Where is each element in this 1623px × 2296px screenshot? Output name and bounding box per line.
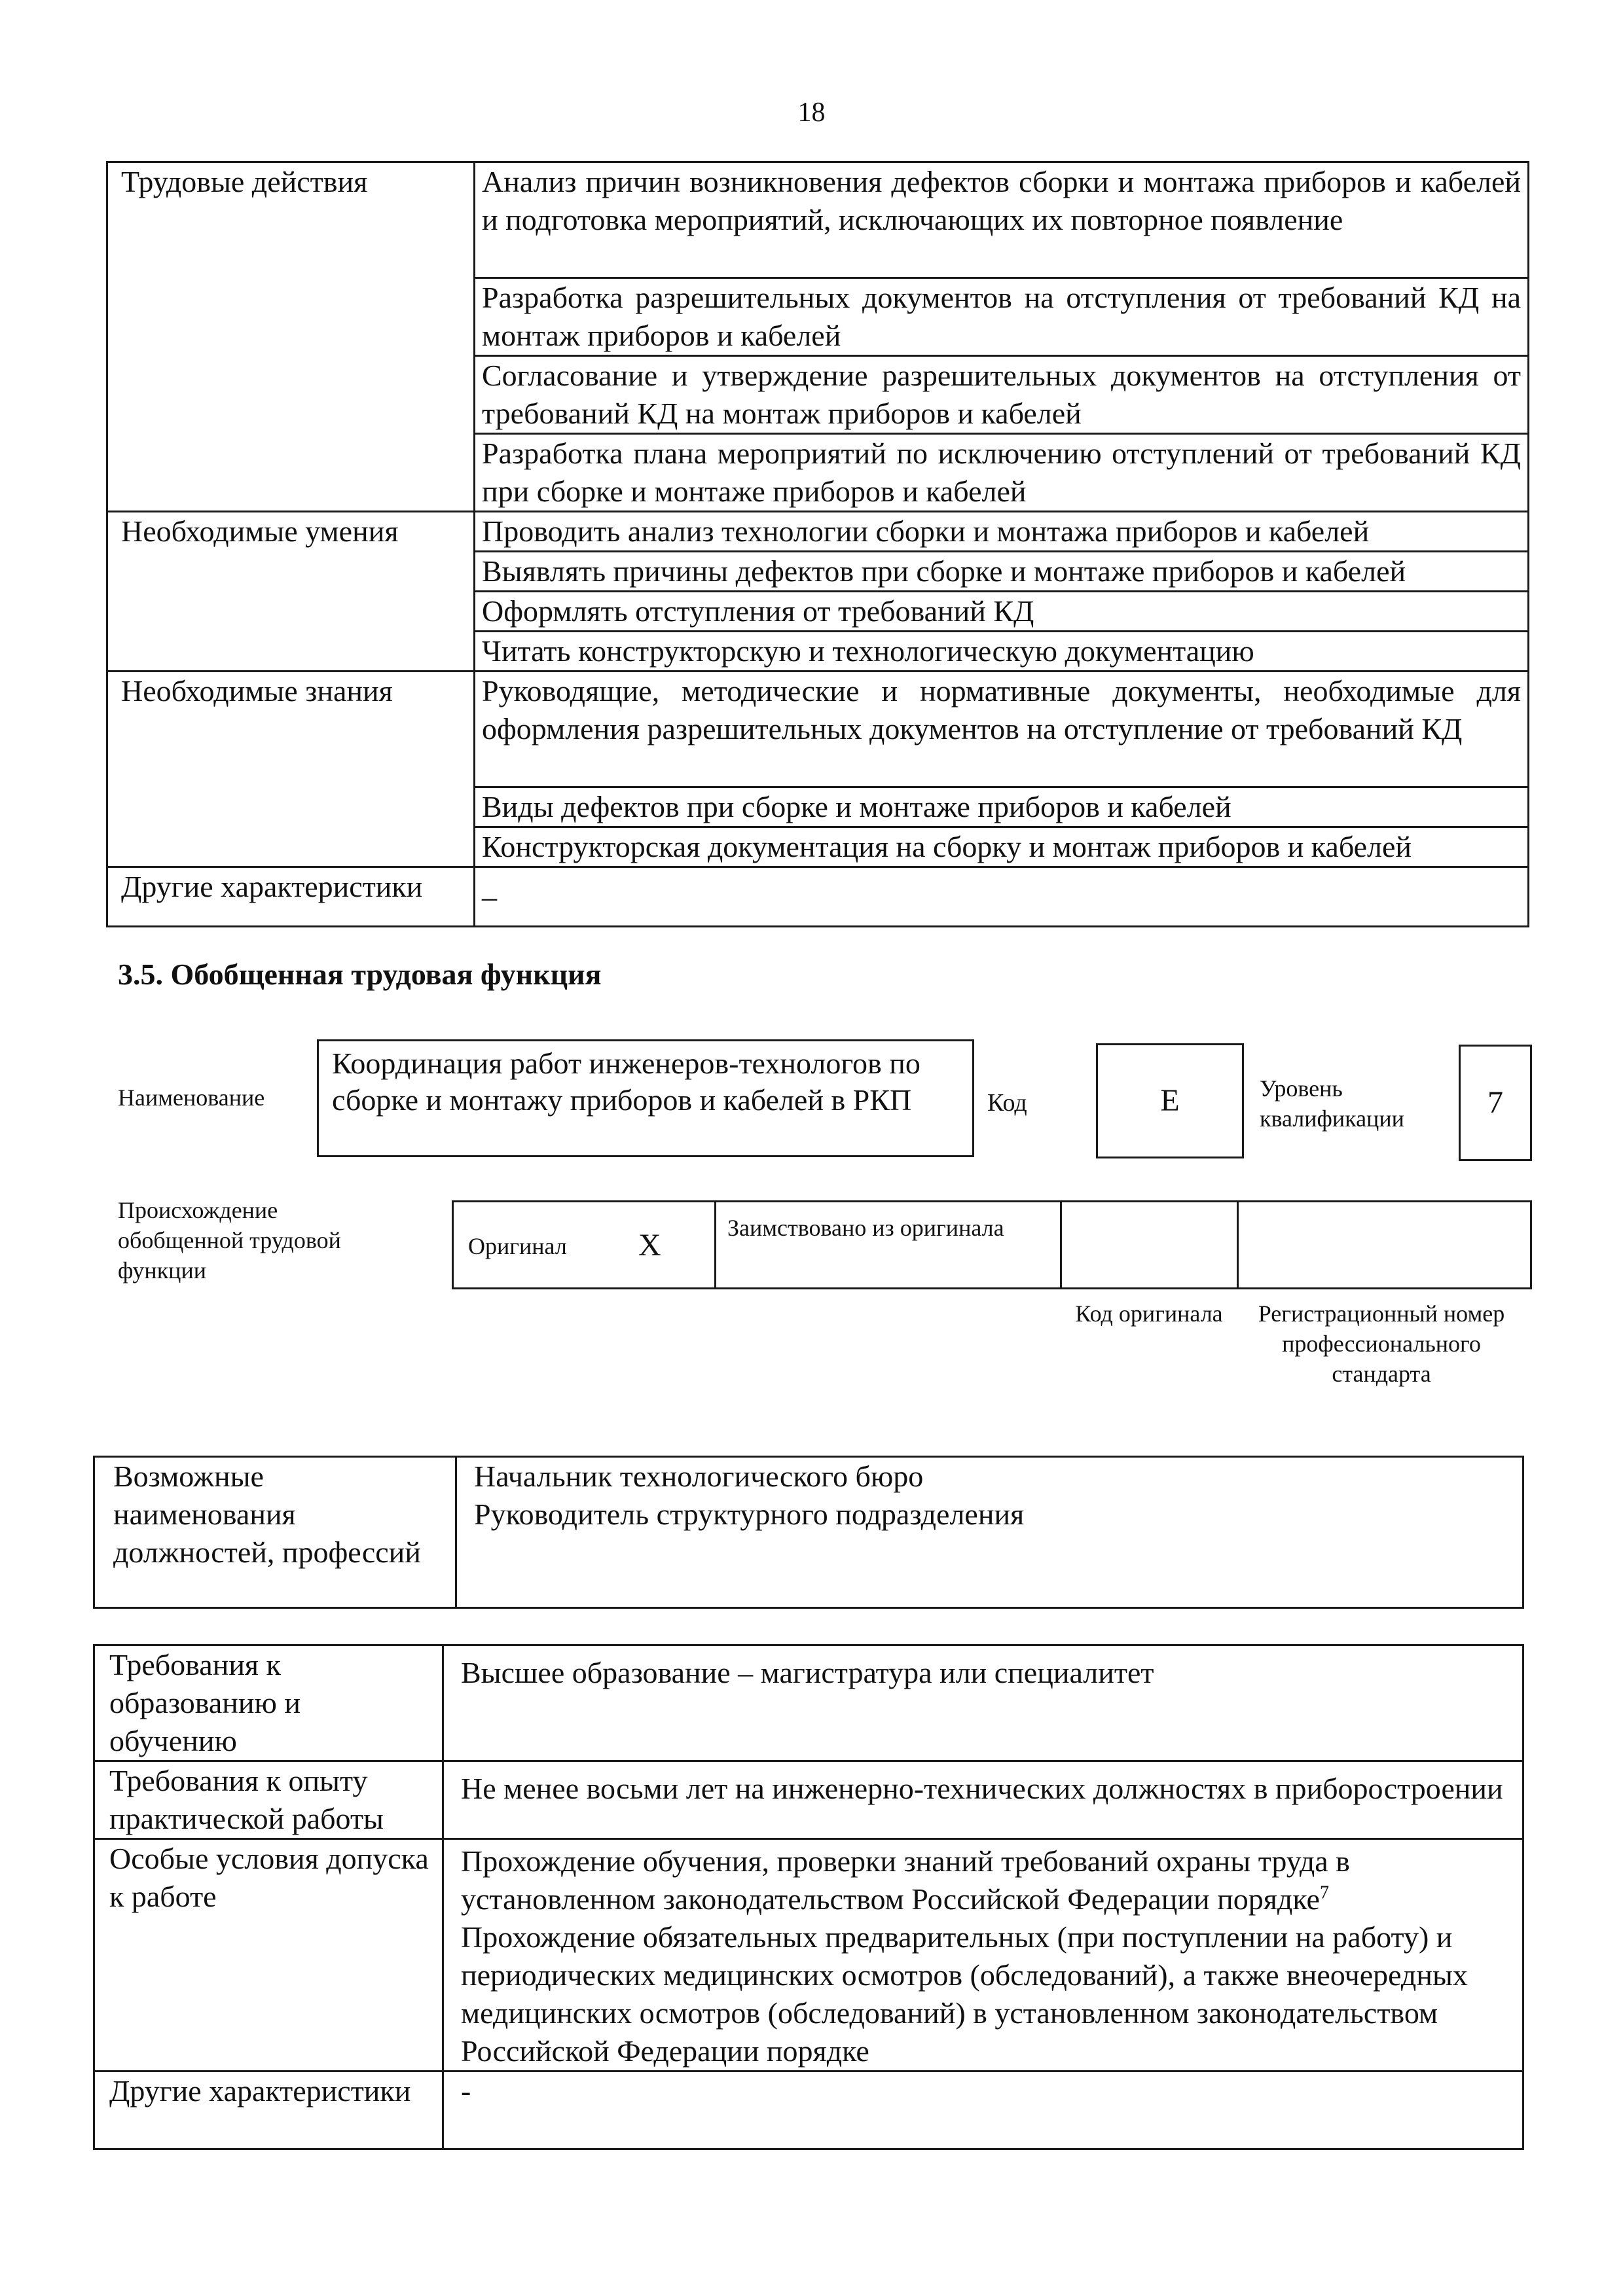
table-row xyxy=(107,162,1529,278)
table-cell: Не менее восьми лет на инженерно-технических должностях в приборостроении xyxy=(443,1761,1523,1839)
origin-box xyxy=(452,1200,1532,1289)
origin-divider xyxy=(1237,1202,1239,1287)
reg-number-caption: Регистрационный номер профессионального стандарта xyxy=(1258,1300,1505,1387)
row-label: Необходимые знания xyxy=(107,672,475,867)
footnote-mark: 7 xyxy=(1319,1882,1329,1903)
name-label: Наименование xyxy=(118,1085,265,1111)
origin-divider xyxy=(714,1202,716,1287)
borrowed-label: Заимствовано из оригинала xyxy=(727,1215,1004,1241)
table-cell: Проводить анализ технологии сборки и монтажа приборов и кабелей xyxy=(475,512,1529,552)
table-cell: Анализ причин возникновения дефектов сборки и монтажа приборов и кабелей и подготовка мероприятий, исключающих их повторное появление xyxy=(475,162,1529,278)
position-item: Руководитель структурного подразделения xyxy=(474,1498,1025,1531)
table-row xyxy=(107,867,1529,927)
table-cell xyxy=(443,1839,1523,2072)
table-row xyxy=(107,672,1529,787)
section-title: 3.5. Обобщенная трудовая функция xyxy=(118,958,602,991)
code-label: Код xyxy=(987,1089,1027,1117)
origin-divider xyxy=(1060,1202,1062,1287)
table-row xyxy=(94,1839,1523,2072)
table-cell: _ xyxy=(475,867,1529,927)
table-cell: Высшее образование – магистратура или специалитет xyxy=(443,1645,1523,1761)
table-cell: - xyxy=(443,2072,1523,2149)
table-row xyxy=(94,2072,1523,2149)
row-label: Требования к образованию и обучению xyxy=(94,1645,443,1761)
page-number: 18 xyxy=(797,98,826,128)
table-cell: Конструкторская документация на сборку и монтаж приборов и кабелей xyxy=(475,827,1529,867)
row-label: Необходимые умения xyxy=(107,512,475,672)
table-cell: Согласование и утверждение разрешительных документов на отступления от требований КД на монтаж приборов и кабелей xyxy=(475,356,1529,434)
row-label: Другие характеристики xyxy=(94,2072,443,2149)
table-cell: Читать конструкторскую и технологическую документацию xyxy=(475,632,1529,672)
table-row xyxy=(107,512,1529,552)
row-label: Особые условия допуска к работе xyxy=(94,1839,443,2072)
table-cell: Выявлять причины дефектов при сборке и монтаже приборов и кабелей xyxy=(475,552,1529,592)
position-item: Начальник технологического бюро xyxy=(474,1460,924,1493)
table-row xyxy=(94,1761,1523,1839)
admission-text-2: Прохождение обязательных предварительных (при поступлении на работу) и периодических медицинских осмотров (обследований), а также внеочередных медицинских осмотров (обследований) в установленном законодательством Российской Федерации порядке xyxy=(461,1920,1468,2068)
table-row xyxy=(94,1645,1523,1761)
code-original-caption: Код оригинала xyxy=(1075,1300,1223,1327)
row-label: Другие характеристики xyxy=(107,867,475,927)
table-cell: Виды дефектов при сборке и монтаже приборов и кабелей xyxy=(475,787,1529,827)
code-value-box: E xyxy=(1096,1043,1244,1158)
table-cell: Разработка разрешительных документов на отступления от требований КД на монтаж приборов и кабелей xyxy=(475,278,1529,356)
labor-functions-table xyxy=(106,161,1529,927)
row-label: Требования к опыту практической работы xyxy=(94,1761,443,1839)
table-cell: Разработка плана мероприятий по исключению отступлений от требований КД при сборке и монтаже приборов и кабелей xyxy=(475,434,1529,512)
table-cell: Руководящие, методические и нормативные документы, необходимые для оформления разрешительных документов на отступление от требований КД xyxy=(475,672,1529,787)
table-row xyxy=(94,1457,1523,1608)
positions-cell xyxy=(456,1457,1523,1608)
function-name-box: Координация работ инженеров-технологов по сборке и монтажу приборов и кабелей в РКП xyxy=(317,1039,974,1157)
original-mark: X xyxy=(638,1228,661,1263)
origin-label: Происхождение обобщенной трудовой функции xyxy=(118,1197,341,1283)
requirements-table xyxy=(93,1644,1524,2150)
row-label: Трудовые действия xyxy=(107,162,475,512)
table-cell: Оформлять отступления от требований КД xyxy=(475,592,1529,632)
level-value-box: 7 xyxy=(1459,1045,1532,1161)
positions-table xyxy=(93,1456,1524,1609)
level-label: Уровень квалификации xyxy=(1260,1075,1404,1132)
row-label: Возможные наименования должностей, профессий xyxy=(94,1457,456,1608)
admission-text-1: Прохождение обучения, проверки знаний требований охраны труда в установленном законодательством Российской Федерации порядке xyxy=(461,1844,1350,1916)
original-label: Оригинал xyxy=(468,1233,567,1259)
